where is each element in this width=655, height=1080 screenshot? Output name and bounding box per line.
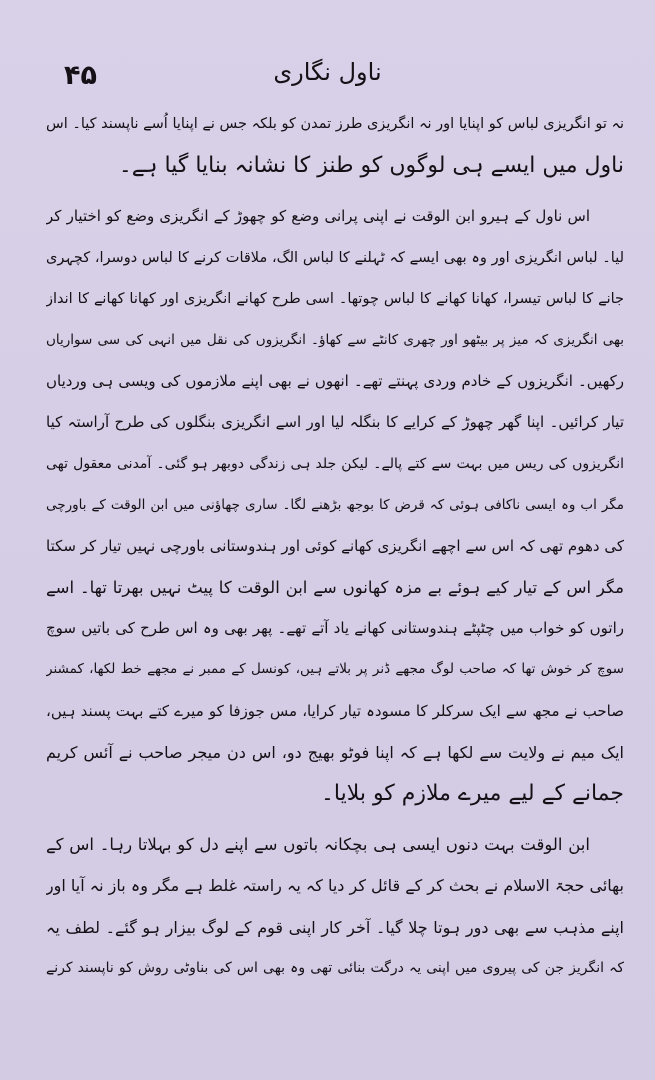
text-line: نہ تو انگریزی لباس کو اپنایا اور نہ انگریزی طرز تمدن کو بلکہ جس نے اپنایا اُسے ناپسند کیا۔ اس	[46, 116, 624, 132]
body-text	[46, 104, 624, 989]
paragraph	[46, 104, 624, 186]
text-line: صاحب نے مجھ سے ایک سرکلر کا مسودہ تیار کرایا، مس جوزفا کو میرے کتے بہت پسند ہیں،	[46, 701, 624, 720]
text-line: لیا۔ لباس انگریزی اور وہ بھی ایسے کہ ٹہلنے کا لباس الگ، ملاقات کرنے کا لباس دوسرا، کچہری	[46, 249, 624, 266]
text-line: جانے کا لباس تیسرا، کھانا کھانے کا لباس چوتھا۔ اسی طرح کھانے انگریزی اور کھانا کھانے کا انداز	[46, 290, 624, 307]
text-line: کہ انگریز جن کی پیروی میں اپنی یہ درگت بنائی تھی وہ بھی اس کی بناوٹی روش کو ناپسند کرنے	[46, 959, 624, 976]
text-line: تیار کرائیں۔ اپنا گھر چھوڑ کے کرایے کا بنگلہ لیا اور اسے انگریزی بنگلوں کی طرح آراستہ کیا	[46, 413, 624, 432]
text-line: اس ناول کے ہیرو ابن الوقت نے اپنی پرانی وضع کو چھوڑ کے انگریزی وضع کو اختیار کر	[46, 207, 590, 226]
paragraph	[46, 196, 624, 814]
text-line: ناول میں ایسے ہی لوگوں کو طنز کا نشانہ بنایا گیا ہے۔	[118, 153, 624, 179]
text-line: اپنے مذہب سے بھی دور ہوتا چلا گیا۔ آخر کار اپنی قوم کے لوگ بیزار ہو گئے۔ لطف یہ	[46, 917, 624, 937]
text-line: سوچ کر خوش تھا کہ صاحب لوگ مجھے ڈنر پر بلاتے ہیں، کونسل کے ممبر نے مجھے خط لکھا، کمشنر	[46, 661, 624, 678]
text-line: بھائی حجۃ الاسلام نے بحث کر کے قائل کر دیا کہ یہ راستہ غلط ہے مگر وہ باز نہ آیا اور	[46, 876, 624, 896]
text-line: راتوں کو خواب میں چٹپٹے ہندوستانی کھانے یاد آتے تھے۔ پھر بھی وہ اس طرح کی باتیں سوچ	[46, 619, 624, 638]
page-number: ۴۵	[64, 60, 97, 91]
text-line: کی دھوم تھی کہ اس سے اچھے انگریزی کھانے کوئی اور ہندوستانی باورچی نہیں تیار کر سکتا	[46, 536, 624, 555]
text-line: ایک میم نے ولایت سے لکھا ہے کہ اپنا فوٹو بھیج دو، اس دن میجر صاحب نے آئس کریم	[46, 742, 624, 762]
text-line: رکھیں۔ انگریزوں کے خادم وردی پہنتے تھے۔ انھوں نے بھی اپنے ملازموں کی ویسی ہی وردیاں	[46, 372, 624, 391]
paragraph	[46, 824, 624, 989]
text-line: مگر اب وہ ایسی ناکافی ہوئی کہ قرض کا بوجھ بڑھنے لگا۔ ساری چھاؤنی میں ابن الوقت کے باورچی	[46, 496, 624, 513]
running-title: ناول نگاری	[273, 58, 382, 86]
text-line: مگر اس کے تیار کیے ہوئے بے مزہ کھانوں سے ابن الوقت کا پیٹ نہیں بھرتا تھا۔ اسے	[46, 578, 624, 598]
text-line: انگریزوں کی ریس میں بہت سے کتے پالے۔ لیکن جلد ہی زندگی دوبھر ہو گئی۔ آمدنی معقول تھی	[46, 455, 624, 472]
text-line: ابن الوقت بہت دنوں ایسی ہی بچکانہ باتوں سے اپنے دل کو بہلاتا رہا۔ اس کے	[46, 835, 590, 855]
page-header	[40, 58, 615, 98]
text-line: جمانے کے لیے میرے ملازم کو بلایا۔	[320, 781, 624, 806]
text-line: بھی انگریزی کہ میز پر بیٹھو اور چھری کانٹے سے کھاؤ۔ انگریزوں کی نقل میں انہی کی سی سواریاں	[46, 331, 624, 348]
